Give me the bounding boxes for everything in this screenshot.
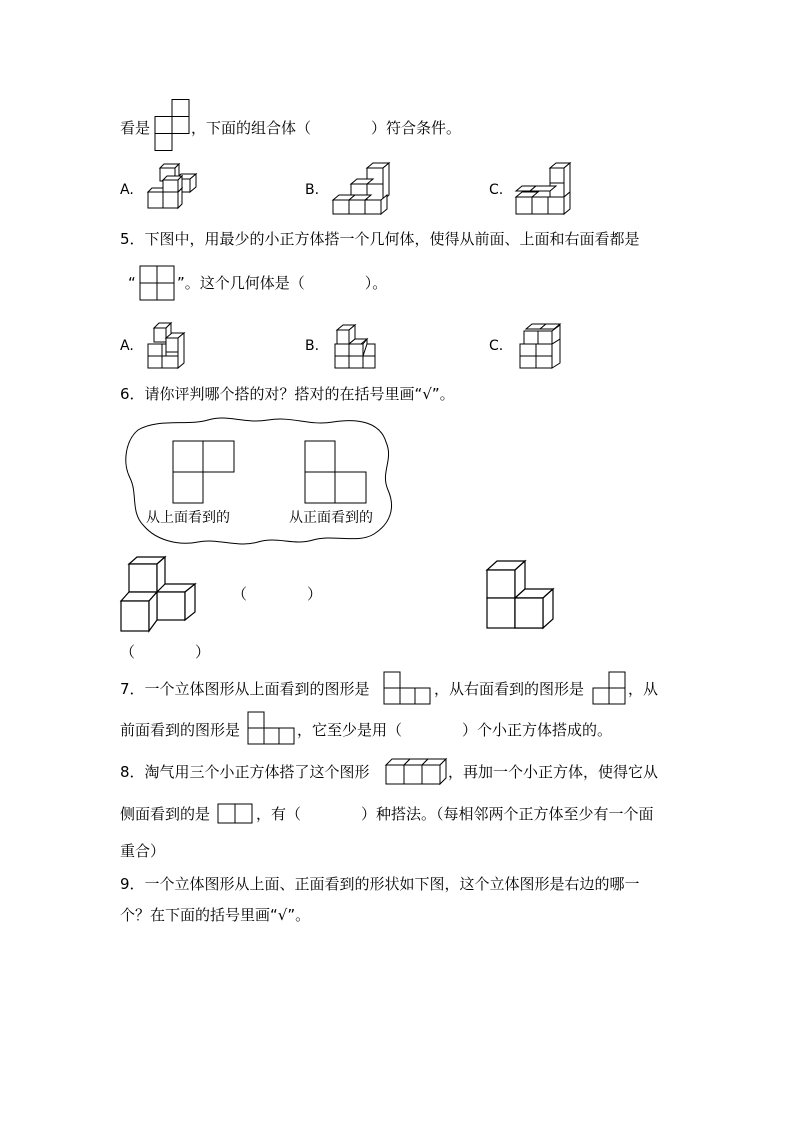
q5-option-a-label: A. xyxy=(120,338,134,354)
q5-option-c-label: C. xyxy=(489,338,504,354)
q8-line1a: 8．淘气用三个小正方体搭了这个图形 xyxy=(120,763,370,781)
q8-line2a: 侧面看到的是 xyxy=(120,805,211,823)
q8-line3: 重合） xyxy=(120,842,166,860)
q5-option-b-label: B. xyxy=(305,338,320,354)
q7-right-view-figure xyxy=(592,671,628,707)
q7-front-view-figure xyxy=(247,711,297,747)
q8-side-view-figure xyxy=(217,803,255,825)
q8-line2b: ，有（ ）种搭法。（每相邻两个正方体至少有一个面 xyxy=(256,805,654,823)
q6-choice-2-figure[interactable] xyxy=(485,560,567,632)
q4-line xyxy=(120,118,150,138)
q6-label-front: 从正面看到的 xyxy=(289,510,373,526)
q8-line1b: ，再加一个小正方体，使得它从 xyxy=(448,763,659,781)
q6-front-view-figure xyxy=(304,440,368,504)
q6-paren-2[interactable]: （ ） xyxy=(120,643,211,661)
q5-view-figure xyxy=(139,265,177,301)
q5-option-c-figure[interactable] xyxy=(518,323,568,369)
q5-line1: 5．下图中，用最少的小正方体搭一个几何体，使得从前面、上面和右面看都是 xyxy=(120,230,640,248)
q4-option-b-figure[interactable] xyxy=(331,162,395,216)
q7-line1a: 7．一个立体图形从上面看到的图形是 xyxy=(120,680,370,698)
q4-option-b-label: B. xyxy=(305,182,320,198)
q7-line2a: 前面看到的图形是 xyxy=(120,721,241,739)
q6-label-top: 从上面看到的 xyxy=(146,510,230,526)
q7-line2b: ，它至少是用（ ）个小正方体搭成的。 xyxy=(297,721,613,739)
q4-suffix-line xyxy=(191,118,461,138)
q4-option-a-figure[interactable] xyxy=(146,166,206,214)
q4-suffix: ，下面的组合体（ ）符合条件。 xyxy=(191,119,462,137)
q4-prefix: 看是 xyxy=(120,119,151,137)
q7-line1b: ，从右面看到的图形是 xyxy=(434,680,585,698)
q6-question: 6．请你评判哪个搭的对？搭对的在括号里画“√”。 xyxy=(120,385,455,403)
q6-choice-1-figure[interactable] xyxy=(119,556,201,636)
q5-line2-open: “ xyxy=(128,274,136,292)
q4-option-c-label: C. xyxy=(489,182,504,198)
q7-top-view-figure xyxy=(383,671,433,707)
q6-paren-1[interactable]: （ ） xyxy=(232,585,323,603)
q7-line1c: ，从 xyxy=(628,680,659,698)
q5-option-b-figure[interactable] xyxy=(331,322,381,370)
q4-top-view-figure xyxy=(154,99,190,153)
q6-top-view-figure xyxy=(172,440,236,504)
q9-line1: 9．一个立体图形从上面、正面看到的形状如下图，这个立体图形是右边的哪一 xyxy=(120,875,640,893)
q4-option-c-figure[interactable] xyxy=(514,162,574,216)
q8-three-cubes-figure xyxy=(385,757,447,787)
q4-option-a-label: A. xyxy=(120,182,134,198)
q5-line2-close: ”。这个几何体是（ ）。 xyxy=(177,274,388,292)
q9-line2: 个？在下面的括号里画“√”。 xyxy=(120,906,311,924)
q5-option-a-figure[interactable] xyxy=(146,322,196,370)
